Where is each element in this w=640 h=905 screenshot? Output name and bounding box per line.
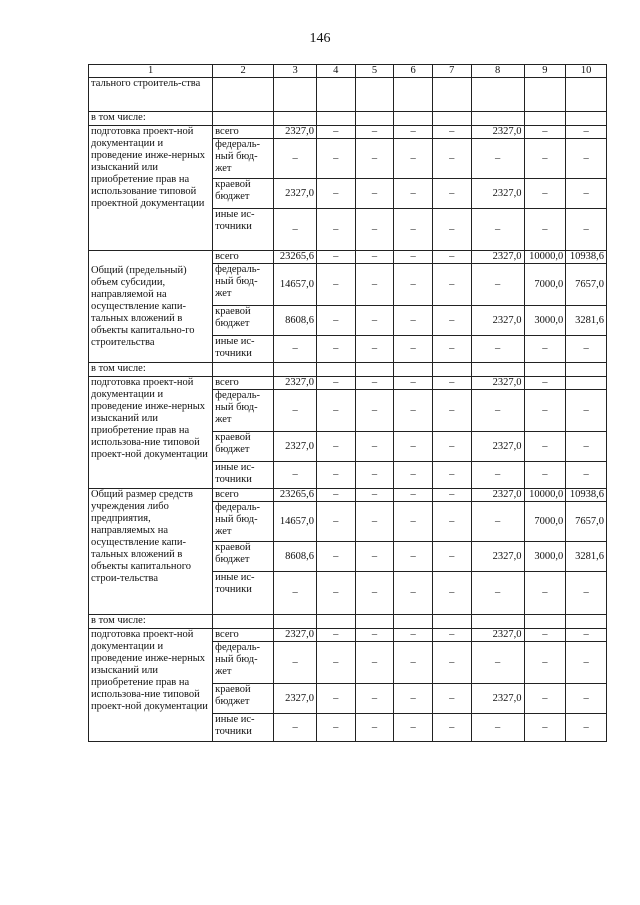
dash-cell: –	[355, 502, 394, 542]
dash-cell: –	[524, 462, 566, 489]
dash-cell: –	[316, 306, 355, 336]
empty-cell	[274, 363, 317, 377]
dash-cell: –	[394, 502, 433, 542]
dash-cell: –	[524, 126, 566, 139]
dash-cell: –	[432, 264, 471, 306]
empty-cell	[394, 112, 433, 126]
dash-cell: –	[524, 714, 566, 742]
dash-cell: –	[394, 684, 433, 714]
dash-cell: –	[355, 126, 394, 139]
value-cell: 3000,0	[524, 306, 566, 336]
header-cell: 6	[394, 65, 433, 78]
dash-cell: –	[394, 209, 433, 251]
dash-cell: –	[394, 642, 433, 684]
dash-cell: –	[394, 629, 433, 642]
value-cell: 2327,0	[471, 542, 524, 572]
dash-cell: –	[394, 714, 433, 742]
dash-cell: –	[394, 489, 433, 502]
value-cell: 8608,6	[274, 306, 317, 336]
value-cell: 2327,0	[471, 629, 524, 642]
source-label: краевой бюджет	[213, 432, 274, 462]
empty-cell	[471, 112, 524, 126]
empty-cell	[213, 363, 274, 377]
value-cell: 2327,0	[471, 489, 524, 502]
dash-cell: –	[274, 209, 317, 251]
dash-cell: –	[566, 714, 607, 742]
dash-cell: –	[274, 462, 317, 489]
dash-cell: –	[566, 684, 607, 714]
empty-cell	[432, 363, 471, 377]
source-label: федераль-ный бюд-жет	[213, 642, 274, 684]
value-cell: 2327,0	[471, 432, 524, 462]
dash-cell: –	[432, 572, 471, 615]
source-label: иные ис-точники	[213, 462, 274, 489]
value-cell: 2327,0	[274, 377, 317, 390]
dash-cell: –	[355, 209, 394, 251]
dash-cell: –	[355, 542, 394, 572]
dash-cell: –	[432, 684, 471, 714]
dash-cell: –	[471, 462, 524, 489]
budget-table	[88, 64, 607, 742]
dash-cell: –	[432, 209, 471, 251]
row-description: подготовка проект-ной документации и проведение инже-нерных изысканий или приобретение прав на использование типовой проектной документации	[89, 126, 213, 251]
value-cell: 10000,0	[524, 489, 566, 502]
dash-cell: –	[471, 139, 524, 179]
value-cell: 7000,0	[524, 264, 566, 306]
table-row	[89, 489, 607, 502]
dash-cell: –	[274, 390, 317, 432]
dash-cell: –	[394, 126, 433, 139]
dash-cell: –	[355, 306, 394, 336]
dash-cell: –	[316, 251, 355, 264]
row-description: подготовка проект-ной документации и проведение инже-нерных изысканий или приобретение прав на использова-ние типовой проект-ной документации	[89, 629, 213, 742]
source-label: федераль-ный бюд-жет	[213, 139, 274, 179]
dash-cell: –	[355, 432, 394, 462]
empty-cell	[566, 363, 607, 377]
dash-cell: –	[316, 377, 355, 390]
empty-cell	[432, 112, 471, 126]
value-cell: 7000,0	[524, 502, 566, 542]
dash-cell: –	[355, 684, 394, 714]
empty-cell	[471, 78, 524, 112]
empty-cell	[566, 112, 607, 126]
dash-cell: –	[316, 714, 355, 742]
source-label: краевой бюджет	[213, 306, 274, 336]
dash-cell: –	[524, 684, 566, 714]
value-cell: 10938,6	[566, 489, 607, 502]
dash-cell: –	[394, 179, 433, 209]
dash-cell: –	[355, 251, 394, 264]
value-cell: 2327,0	[471, 251, 524, 264]
dash-cell: –	[355, 629, 394, 642]
table-row	[89, 363, 607, 377]
table-row	[89, 126, 607, 139]
dash-cell: –	[355, 572, 394, 615]
row-description: Общий (предельный) объем субсидии, направляемой на осуществление капи-тальных вложений в объекты капитально-го строительства	[89, 251, 213, 363]
dash-cell: –	[524, 432, 566, 462]
dash-cell: –	[274, 572, 317, 615]
dash-cell: –	[524, 629, 566, 642]
dash-cell: –	[394, 462, 433, 489]
source-label: иные ис-точники	[213, 336, 274, 363]
empty-cell	[316, 78, 355, 112]
header-cell: 1	[89, 65, 213, 78]
source-label: всего	[213, 377, 274, 390]
dash-cell: –	[566, 390, 607, 432]
value-cell: 10000,0	[524, 251, 566, 264]
dash-cell: –	[316, 139, 355, 179]
empty-cell	[316, 363, 355, 377]
dash-cell: –	[432, 629, 471, 642]
dash-cell: –	[432, 502, 471, 542]
dash-cell: –	[394, 336, 433, 363]
empty-cell	[274, 78, 317, 112]
dash-cell: –	[432, 432, 471, 462]
dash-cell: –	[566, 432, 607, 462]
header-cell: 4	[316, 65, 355, 78]
dash-cell: –	[471, 209, 524, 251]
header-cell: 9	[524, 65, 566, 78]
dash-cell: –	[316, 572, 355, 615]
empty-cell	[274, 615, 317, 629]
dash-cell: –	[316, 462, 355, 489]
dash-cell: –	[432, 126, 471, 139]
source-label: краевой бюджет	[213, 542, 274, 572]
row-description: в том числе:	[89, 363, 213, 377]
value-cell: 2327,0	[274, 629, 317, 642]
empty-cell	[394, 363, 433, 377]
header-cell: 3	[274, 65, 317, 78]
empty-cell	[471, 615, 524, 629]
dash-cell: –	[355, 714, 394, 742]
source-label: федераль-ный бюд-жет	[213, 390, 274, 432]
dash-cell: –	[355, 642, 394, 684]
row-description: в том числе:	[89, 615, 213, 629]
dash-cell: –	[316, 684, 355, 714]
empty-cell	[524, 363, 566, 377]
value-cell: 7657,0	[566, 264, 607, 306]
empty-cell	[355, 78, 394, 112]
empty-cell	[213, 112, 274, 126]
table-row	[89, 251, 607, 264]
empty-cell	[355, 112, 394, 126]
dash-cell: –	[432, 714, 471, 742]
dash-cell: –	[316, 264, 355, 306]
value-cell: 2327,0	[471, 684, 524, 714]
dash-cell: –	[316, 642, 355, 684]
value-cell: 2327,0	[471, 306, 524, 336]
header-cell: 2	[213, 65, 274, 78]
source-label: федераль-ный бюд-жет	[213, 264, 274, 306]
value-cell: 3281,6	[566, 542, 607, 572]
dash-cell: –	[524, 179, 566, 209]
dash-cell: –	[471, 642, 524, 684]
row-description: в том числе:	[89, 112, 213, 126]
dash-cell: –	[355, 336, 394, 363]
dash-cell: –	[394, 432, 433, 462]
dash-cell: –	[355, 390, 394, 432]
header-cell: 5	[355, 65, 394, 78]
empty-cell	[213, 78, 274, 112]
dash-cell: –	[566, 126, 607, 139]
table-row	[89, 112, 607, 126]
value-cell: 10938,6	[566, 251, 607, 264]
dash-cell: –	[471, 714, 524, 742]
source-label: всего	[213, 489, 274, 502]
dash-cell: –	[432, 139, 471, 179]
dash-cell: –	[524, 572, 566, 615]
value-cell: 2327,0	[471, 377, 524, 390]
dash-cell: –	[274, 139, 317, 179]
dash-cell: –	[524, 390, 566, 432]
dash-cell: –	[566, 462, 607, 489]
dash-cell: –	[432, 251, 471, 264]
dash-cell: –	[316, 489, 355, 502]
value-cell: 14657,0	[274, 502, 317, 542]
empty-cell	[471, 363, 524, 377]
source-label: всего	[213, 629, 274, 642]
dash-cell: –	[566, 336, 607, 363]
dash-cell: –	[274, 642, 317, 684]
table-row	[89, 377, 607, 390]
dash-cell: –	[316, 390, 355, 432]
dash-cell: –	[432, 377, 471, 390]
dash-cell: –	[355, 462, 394, 489]
value-cell: 23265,6	[274, 489, 317, 502]
dash-cell: –	[394, 306, 433, 336]
empty-cell	[432, 615, 471, 629]
value-cell: 3281,6	[566, 306, 607, 336]
dash-cell: –	[316, 629, 355, 642]
page-number: 146	[309, 31, 331, 46]
empty-cell	[316, 615, 355, 629]
source-label: краевой бюджет	[213, 684, 274, 714]
dash-cell: –	[394, 139, 433, 179]
source-label: всего	[213, 126, 274, 139]
dash-cell: –	[566, 572, 607, 615]
empty-cell	[524, 112, 566, 126]
dash-cell: –	[432, 179, 471, 209]
dash-cell: –	[432, 462, 471, 489]
table-row	[89, 78, 607, 112]
value-cell: 8608,6	[274, 542, 317, 572]
source-label: федераль-ный бюд-жет	[213, 502, 274, 542]
dash-cell: –	[471, 572, 524, 615]
dash-cell: –	[355, 139, 394, 179]
dash-cell: –	[524, 336, 566, 363]
dash-cell: –	[355, 377, 394, 390]
value-cell: 2327,0	[471, 126, 524, 139]
empty-cell	[566, 615, 607, 629]
value-cell: 2327,0	[274, 179, 317, 209]
source-label: иные ис-точники	[213, 572, 274, 615]
dash-cell: –	[316, 542, 355, 572]
empty-cell	[432, 78, 471, 112]
table-row	[89, 629, 607, 642]
dash-cell: –	[432, 336, 471, 363]
dash-cell: –	[566, 209, 607, 251]
dash-cell: –	[566, 139, 607, 179]
dash-cell: –	[471, 264, 524, 306]
row-description: Общий размер средств учреждения либо предприятия, направляемых на осуществление капи-тальных вложений в объекты капитального строи-тельства	[89, 489, 213, 615]
dash-cell: –	[394, 251, 433, 264]
dash-cell: –	[524, 377, 566, 390]
value-cell: 2327,0	[274, 684, 317, 714]
dash-cell: –	[524, 139, 566, 179]
row-description: тального строитель-ства	[89, 78, 213, 112]
dash-cell: –	[394, 572, 433, 615]
dash-cell: –	[471, 390, 524, 432]
dash-cell: –	[316, 179, 355, 209]
dash-cell: –	[566, 642, 607, 684]
dash-cell: –	[394, 377, 433, 390]
dash-cell: –	[316, 126, 355, 139]
dash-cell: –	[471, 502, 524, 542]
dash-cell: –	[524, 642, 566, 684]
value-cell: 2327,0	[274, 126, 317, 139]
empty-cell	[274, 112, 317, 126]
empty-cell	[566, 377, 607, 390]
dash-cell: –	[566, 629, 607, 642]
dash-cell: –	[355, 179, 394, 209]
value-cell: 23265,6	[274, 251, 317, 264]
source-label: всего	[213, 251, 274, 264]
header-cell: 7	[432, 65, 471, 78]
value-cell: 7657,0	[566, 502, 607, 542]
table-row	[89, 615, 607, 629]
header-cell: 8	[471, 65, 524, 78]
empty-cell	[355, 363, 394, 377]
value-cell: 14657,0	[274, 264, 317, 306]
empty-cell	[213, 615, 274, 629]
dash-cell: –	[432, 542, 471, 572]
header-cell: 10	[566, 65, 607, 78]
empty-cell	[355, 615, 394, 629]
dash-cell: –	[394, 390, 433, 432]
dash-cell: –	[432, 390, 471, 432]
header-row	[89, 65, 607, 78]
source-label: краевой бюджет	[213, 179, 274, 209]
dash-cell: –	[355, 489, 394, 502]
dash-cell: –	[394, 542, 433, 572]
dash-cell: –	[316, 336, 355, 363]
dash-cell: –	[316, 209, 355, 251]
value-cell: 2327,0	[471, 179, 524, 209]
dash-cell: –	[566, 179, 607, 209]
dash-cell: –	[432, 642, 471, 684]
dash-cell: –	[432, 306, 471, 336]
empty-cell	[524, 78, 566, 112]
dash-cell: –	[274, 714, 317, 742]
dash-cell: –	[274, 336, 317, 363]
dash-cell: –	[471, 336, 524, 363]
row-description: подготовка проект-ной документации и проведение инже-нерных изысканий или приобретение прав на использова-ние типовой проект-ной документации	[89, 377, 213, 489]
empty-cell	[566, 78, 607, 112]
dash-cell: –	[355, 264, 394, 306]
dash-cell: –	[316, 432, 355, 462]
empty-cell	[524, 615, 566, 629]
value-cell: 2327,0	[274, 432, 317, 462]
empty-cell	[394, 615, 433, 629]
dash-cell: –	[524, 209, 566, 251]
empty-cell	[394, 78, 433, 112]
dash-cell: –	[316, 502, 355, 542]
source-label: иные ис-точники	[213, 714, 274, 742]
source-label: иные ис-точники	[213, 209, 274, 251]
dash-cell: –	[394, 264, 433, 306]
empty-cell	[316, 112, 355, 126]
dash-cell: –	[432, 489, 471, 502]
value-cell: 3000,0	[524, 542, 566, 572]
